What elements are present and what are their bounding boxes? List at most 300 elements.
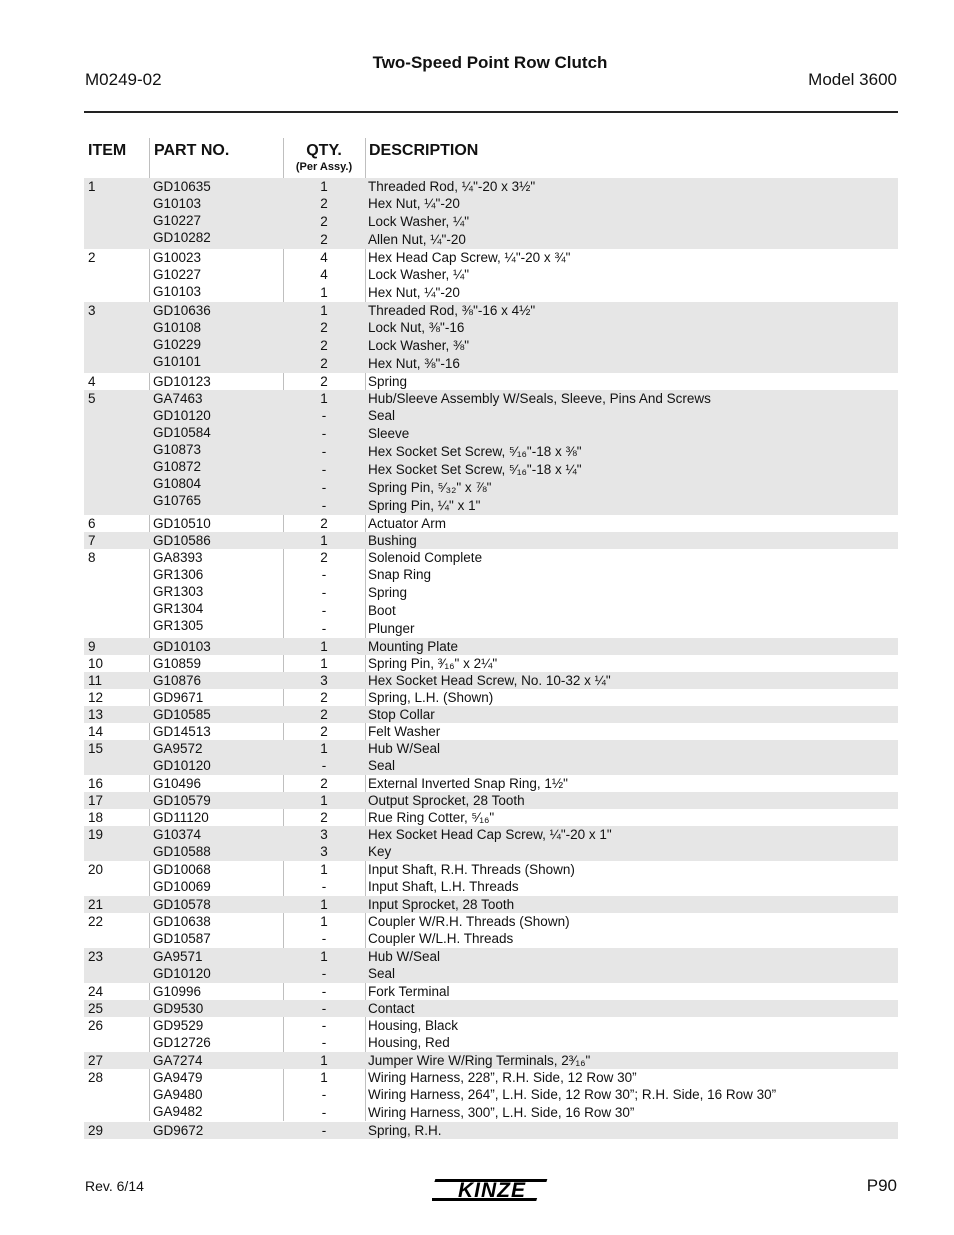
quantity: 1 — [320, 533, 328, 548]
quantity-cell — [283, 390, 365, 515]
quantity-cell — [283, 809, 365, 826]
description: Hex Socket Set Screw, ⁵⁄₁₆"-18 x ¼" — [368, 462, 582, 477]
quantity: 2 — [320, 338, 328, 353]
quantity: 1 — [320, 897, 328, 912]
description: Hex Socket Set Screw, ⁵⁄₁₆"-18 x ⅜" — [368, 444, 582, 459]
item-number: 3 — [88, 303, 96, 318]
table-row — [84, 740, 898, 775]
quantity: - — [321, 603, 327, 618]
description: Mounting Plate — [368, 639, 459, 654]
part-number: GD10120 — [153, 408, 211, 423]
description-cell — [365, 983, 898, 1000]
part-number-cell — [149, 515, 283, 532]
quantity: 2 — [320, 320, 328, 335]
item-number: 24 — [88, 984, 104, 999]
table-row — [84, 515, 898, 532]
item-number: 8 — [88, 550, 96, 565]
item-number: 10 — [88, 656, 104, 671]
item-number: 19 — [88, 827, 104, 842]
quantity: - — [321, 480, 327, 495]
description-cell — [365, 826, 898, 861]
column-header-item: ITEM — [88, 142, 127, 159]
description-cell — [365, 1069, 898, 1122]
quantity-cell — [283, 861, 365, 896]
document-number: M0249-02 — [85, 70, 162, 89]
quantity: 1 — [320, 285, 328, 300]
quantity-cell — [283, 1069, 365, 1122]
part-number: GD10578 — [153, 897, 211, 912]
description: Spring, L.H. (Shown) — [368, 690, 494, 705]
part-number: GD10585 — [153, 707, 211, 722]
description: Bushing — [368, 533, 417, 548]
table-row — [84, 655, 898, 672]
description: Wiring Harness, 228”, R.H. Side, 12 Row 30” — [368, 1070, 637, 1085]
part-number: GD10120 — [153, 758, 211, 773]
description: External Inverted Snap Ring, 1½" — [368, 776, 568, 791]
description: Contact — [368, 1001, 415, 1016]
description: Coupler W/R.H. Threads (Shown) — [368, 914, 570, 929]
part-number: GD12726 — [153, 1035, 211, 1050]
part-number: GA7274 — [153, 1053, 203, 1068]
table-row — [84, 549, 898, 638]
quantity: 2 — [320, 690, 328, 705]
quantity: 2 — [320, 214, 328, 229]
description: Felt Washer — [368, 724, 441, 739]
item-number: 17 — [88, 793, 104, 808]
part-number: GD10282 — [153, 230, 211, 245]
table-row — [84, 532, 898, 549]
quantity: 4 — [320, 250, 328, 265]
description-cell — [365, 249, 898, 302]
quantity: 1 — [320, 914, 328, 929]
table-row — [84, 249, 898, 302]
column-header-description: DESCRIPTION — [369, 142, 479, 159]
quantity-cell — [283, 373, 365, 390]
quantity-cell — [283, 638, 365, 655]
item-number: 5 — [88, 391, 96, 406]
part-number-cell — [149, 1122, 283, 1139]
part-number: GA9482 — [153, 1104, 203, 1119]
table-row — [84, 792, 898, 809]
description: Hex Nut, ¼"-20 — [368, 285, 460, 300]
description-cell — [365, 809, 898, 826]
quantity-cell — [283, 672, 365, 689]
description: Coupler W/L.H. Threads — [368, 931, 514, 946]
description: Spring Pin, ³⁄₁₆" x 2¼" — [368, 656, 498, 671]
table-row — [84, 983, 898, 1000]
quantity: - — [321, 1035, 327, 1050]
part-number: G10227 — [153, 213, 202, 228]
description: Input Shaft, R.H. Threads (Shown) — [368, 862, 575, 877]
part-number: GA9479 — [153, 1070, 203, 1085]
part-number: G10765 — [153, 493, 202, 508]
description: Stop Collar — [368, 707, 435, 722]
quantity: - — [321, 585, 327, 600]
item-number: 11 — [88, 673, 103, 688]
description: Input Shaft, L.H. Threads — [368, 879, 519, 894]
quantity: 1 — [320, 303, 328, 318]
part-number: G10227 — [153, 267, 202, 282]
description-cell — [365, 515, 898, 532]
column-header-qty-sub: (Per Assy.) — [295, 161, 353, 173]
quantity-cell — [283, 178, 365, 249]
quantity-cell — [283, 655, 365, 672]
quantity: 1 — [320, 1053, 328, 1068]
part-number: GD10636 — [153, 303, 211, 318]
table-header — [84, 138, 898, 178]
quantity: 3 — [320, 844, 328, 859]
column-header-part: PART NO. — [154, 142, 230, 159]
part-number-cell — [149, 689, 283, 706]
quantity-cell — [283, 549, 365, 638]
quantity-cell — [283, 896, 365, 913]
table-body — [84, 178, 898, 1139]
description-cell — [365, 390, 898, 515]
quantity: 2 — [320, 232, 328, 247]
description: Hex Nut, ⅜"-16 — [368, 356, 460, 371]
part-number: GD10635 — [153, 179, 211, 194]
quantity: 1 — [320, 793, 328, 808]
description: Hex Socket Head Cap Screw, ¼"-20 x 1" — [368, 827, 612, 842]
logo-wordmark: KINZE — [458, 1179, 526, 1202]
part-number: G10229 — [153, 337, 202, 352]
part-number: GD10579 — [153, 793, 211, 808]
part-number: G10103 — [153, 196, 202, 211]
part-number: G10876 — [153, 673, 202, 688]
part-number: GD10510 — [153, 516, 211, 531]
item-number: 14 — [88, 724, 104, 739]
quantity-cell — [283, 723, 365, 740]
item-number: 25 — [88, 1001, 104, 1016]
part-number: GR1305 — [153, 618, 204, 633]
description-cell — [365, 302, 898, 373]
description-cell — [365, 723, 898, 740]
description: Spring Pin, ¼" x 1" — [368, 498, 481, 513]
part-number: GD10587 — [153, 931, 211, 946]
quantity: - — [321, 1087, 327, 1102]
table-row — [84, 913, 898, 948]
part-number: G10859 — [153, 656, 202, 671]
description: Seal — [368, 758, 396, 773]
description: Hex Socket Head Screw, No. 10-32 x ¼" — [368, 673, 611, 688]
part-number: GD9671 — [153, 690, 204, 705]
revision-label: Rev. 6/14 — [85, 1178, 144, 1194]
part-number: GD10123 — [153, 374, 211, 389]
description: Seal — [368, 408, 396, 423]
description: Seal — [368, 966, 396, 981]
part-number: GD9529 — [153, 1018, 204, 1033]
description: Solenoid Complete — [368, 550, 483, 565]
description: Spring, R.H. — [368, 1123, 442, 1138]
description: Housing, Black — [368, 1018, 459, 1033]
quantity: - — [321, 444, 327, 459]
part-number: G10872 — [153, 459, 202, 474]
quantity: - — [321, 1105, 327, 1120]
description-cell — [365, 373, 898, 390]
quantity: - — [321, 758, 327, 773]
quantity: 1 — [320, 1070, 328, 1085]
part-number-cell — [149, 896, 283, 913]
item-number: 9 — [88, 639, 96, 654]
item-number: 22 — [88, 914, 104, 929]
item-number: 15 — [88, 741, 104, 756]
part-number-cell — [149, 1069, 283, 1122]
description: Housing, Red — [368, 1035, 450, 1050]
description: Wiring Harness, 300”, L.H. Side, 16 Row 30” — [368, 1105, 635, 1120]
part-number-cell — [149, 826, 283, 861]
model-label: Model 3600 — [808, 70, 897, 89]
description-cell — [365, 706, 898, 723]
part-number: GA7463 — [153, 391, 203, 406]
quantity-cell — [283, 706, 365, 723]
table-row — [84, 861, 898, 896]
quantity-cell — [283, 689, 365, 706]
part-number: G10996 — [153, 984, 202, 999]
description-cell — [365, 740, 898, 775]
description-cell — [365, 775, 898, 792]
quantity: - — [321, 984, 327, 999]
part-number-cell — [149, 532, 283, 549]
description-cell — [365, 655, 898, 672]
table-row — [84, 896, 898, 913]
description: Spring — [368, 585, 408, 600]
table-row — [84, 723, 898, 740]
quantity: 1 — [320, 741, 328, 756]
description-cell — [365, 532, 898, 549]
quantity: 1 — [320, 949, 328, 964]
part-number-cell — [149, 723, 283, 740]
quantity-cell — [283, 532, 365, 549]
description: Plunger — [368, 621, 415, 636]
table-row — [84, 809, 898, 826]
part-number-cell — [149, 638, 283, 655]
table-row — [84, 826, 898, 861]
quantity: 3 — [320, 827, 328, 842]
part-number-cell — [149, 373, 283, 390]
description: Output Sprocket, 28 Tooth — [368, 793, 525, 808]
part-number: GD10588 — [153, 844, 211, 859]
part-number: G10023 — [153, 250, 202, 265]
quantity: - — [321, 931, 327, 946]
description-cell — [365, 896, 898, 913]
quantity: 1 — [320, 656, 328, 671]
quantity-cell — [283, 792, 365, 809]
part-number-cell — [149, 983, 283, 1000]
quantity: - — [321, 1001, 327, 1016]
description: Hex Nut, ¼"-20 — [368, 196, 460, 211]
item-number: 23 — [88, 949, 104, 964]
description: Hex Head Cap Screw, ¼"-20 x ¾" — [368, 250, 571, 265]
part-number-cell — [149, 775, 283, 792]
part-number: GR1303 — [153, 584, 204, 599]
item-number: 27 — [88, 1053, 104, 1068]
description: Spring Pin, ⁵⁄₃₂" x ⅞" — [368, 480, 492, 495]
quantity-cell — [283, 913, 365, 948]
quantity: - — [321, 1018, 327, 1033]
part-number-cell — [149, 809, 283, 826]
part-number-cell — [149, 672, 283, 689]
part-number: G10101 — [153, 354, 202, 369]
table-row — [84, 302, 898, 373]
quantity: 2 — [320, 810, 328, 825]
description: Actuator Arm — [368, 516, 447, 531]
description: Sleeve — [368, 426, 410, 441]
part-number-cell — [149, 792, 283, 809]
part-number: GD9530 — [153, 1001, 204, 1016]
part-number: G10108 — [153, 320, 202, 335]
description: Fork Terminal — [368, 984, 450, 999]
table-row — [84, 672, 898, 689]
item-number: 26 — [88, 1018, 104, 1033]
table-row — [84, 1122, 898, 1139]
item-number: 7 — [88, 533, 96, 548]
quantity: - — [321, 879, 327, 894]
quantity: 2 — [320, 374, 328, 389]
description-cell — [365, 792, 898, 809]
quantity: 2 — [320, 550, 328, 565]
item-number: 4 — [88, 374, 96, 389]
parts-table — [84, 138, 898, 1139]
part-number: GD11120 — [153, 810, 209, 825]
table-row — [84, 1000, 898, 1017]
part-number-cell — [149, 178, 283, 249]
part-number-cell — [149, 302, 283, 373]
description: Lock Washer, ⅜" — [368, 338, 470, 353]
description: Threaded Rod, ¼"-20 x 3½" — [368, 179, 536, 194]
part-number-cell — [149, 1017, 283, 1052]
part-number: GR1304 — [153, 601, 204, 616]
description: Snap Ring — [368, 567, 432, 582]
description: Spring — [368, 374, 408, 389]
part-number: GD10584 — [153, 425, 211, 440]
table-row — [84, 373, 898, 390]
quantity: 2 — [320, 516, 328, 531]
quantity: 1 — [320, 391, 328, 406]
quantity-cell — [283, 948, 365, 983]
description: Rue Ring Cotter, ⁵⁄₁₆" — [368, 810, 495, 825]
part-number: GD10103 — [153, 639, 211, 654]
quantity: 2 — [320, 724, 328, 739]
part-number-cell — [149, 948, 283, 983]
table-row — [84, 689, 898, 706]
quantity: - — [321, 462, 327, 477]
quantity: - — [321, 1123, 327, 1138]
quantity: - — [321, 498, 327, 513]
page-title: Two-Speed Point Row Clutch — [372, 53, 608, 72]
quantity-cell — [283, 1122, 365, 1139]
part-number-cell — [149, 390, 283, 515]
part-number: GD10638 — [153, 914, 211, 929]
table-row — [84, 775, 898, 792]
table-row — [84, 390, 898, 515]
quantity-cell — [283, 515, 365, 532]
quantity: - — [321, 966, 327, 981]
part-number: GA9572 — [153, 741, 203, 756]
item-number: 6 — [88, 516, 96, 531]
quantity: 2 — [320, 356, 328, 371]
part-number-cell — [149, 1000, 283, 1017]
table-row — [84, 638, 898, 655]
header-rule — [84, 111, 898, 113]
quantity: 2 — [320, 707, 328, 722]
description: Hub W/Seal — [368, 741, 441, 756]
part-number: GD9672 — [153, 1123, 204, 1138]
description-cell — [365, 549, 898, 638]
part-number-cell — [149, 706, 283, 723]
description-cell — [365, 638, 898, 655]
part-number: GD10069 — [153, 879, 211, 894]
item-number: 29 — [88, 1123, 104, 1138]
description-cell — [365, 861, 898, 896]
quantity: - — [321, 426, 327, 441]
item-number: 28 — [88, 1070, 104, 1085]
kinze-logo — [432, 1177, 550, 1203]
quantity-cell — [283, 775, 365, 792]
description-cell — [365, 1000, 898, 1017]
part-number: GA9571 — [153, 949, 203, 964]
quantity-cell — [283, 1052, 365, 1069]
quantity-cell — [283, 249, 365, 302]
part-number: G10374 — [153, 827, 202, 842]
part-number: GD10068 — [153, 862, 211, 877]
part-number: GD14513 — [153, 724, 211, 739]
part-number-cell — [149, 740, 283, 775]
quantity: 3 — [320, 673, 328, 688]
description: Wiring Harness, 264”, L.H. Side, 12 Row 30”; R.H. Side, 16 Row 30” — [368, 1087, 777, 1102]
description-cell — [365, 672, 898, 689]
description-cell — [365, 689, 898, 706]
description-cell — [365, 1052, 898, 1069]
item-number: 1 — [88, 179, 96, 194]
item-number: 20 — [88, 862, 104, 877]
quantity-cell — [283, 983, 365, 1000]
item-number: 2 — [88, 250, 96, 265]
description: Lock Nut, ⅜"-16 — [368, 320, 465, 335]
item-number: 13 — [88, 707, 104, 722]
description: Allen Nut, ¼"-20 — [368, 232, 466, 247]
quantity-cell — [283, 826, 365, 861]
quantity: 1 — [320, 179, 328, 194]
part-number-cell — [149, 249, 283, 302]
part-number: GD10120 — [153, 966, 211, 981]
quantity: 1 — [320, 639, 328, 654]
item-number: 18 — [88, 810, 104, 825]
part-number-cell — [149, 913, 283, 948]
description: Jumper Wire W/Ring Terminals, 2³⁄₁₆" — [368, 1053, 591, 1068]
description-cell — [365, 948, 898, 983]
description: Key — [368, 844, 392, 859]
column-header-qty: QTY. — [306, 142, 342, 159]
description: Hub/Sleeve Assembly W/Seals, Sleeve, Pins And Screws — [368, 391, 711, 406]
part-number: GA9480 — [153, 1087, 203, 1102]
description: Hub W/Seal — [368, 949, 441, 964]
quantity-cell — [283, 740, 365, 775]
description-cell — [365, 1017, 898, 1052]
description: Threaded Rod, ⅜"-16 x 4½" — [368, 303, 536, 318]
part-number-cell — [149, 861, 283, 896]
part-number: GA8393 — [153, 550, 203, 565]
quantity-cell — [283, 302, 365, 373]
quantity: - — [321, 567, 327, 582]
table-row — [84, 948, 898, 983]
quantity: 4 — [320, 267, 328, 282]
item-number: 21 — [88, 897, 104, 912]
part-number-cell — [149, 655, 283, 672]
description-cell — [365, 1122, 898, 1139]
item-number: 12 — [88, 690, 104, 705]
part-number: G10873 — [153, 442, 202, 457]
part-number-cell — [149, 549, 283, 638]
